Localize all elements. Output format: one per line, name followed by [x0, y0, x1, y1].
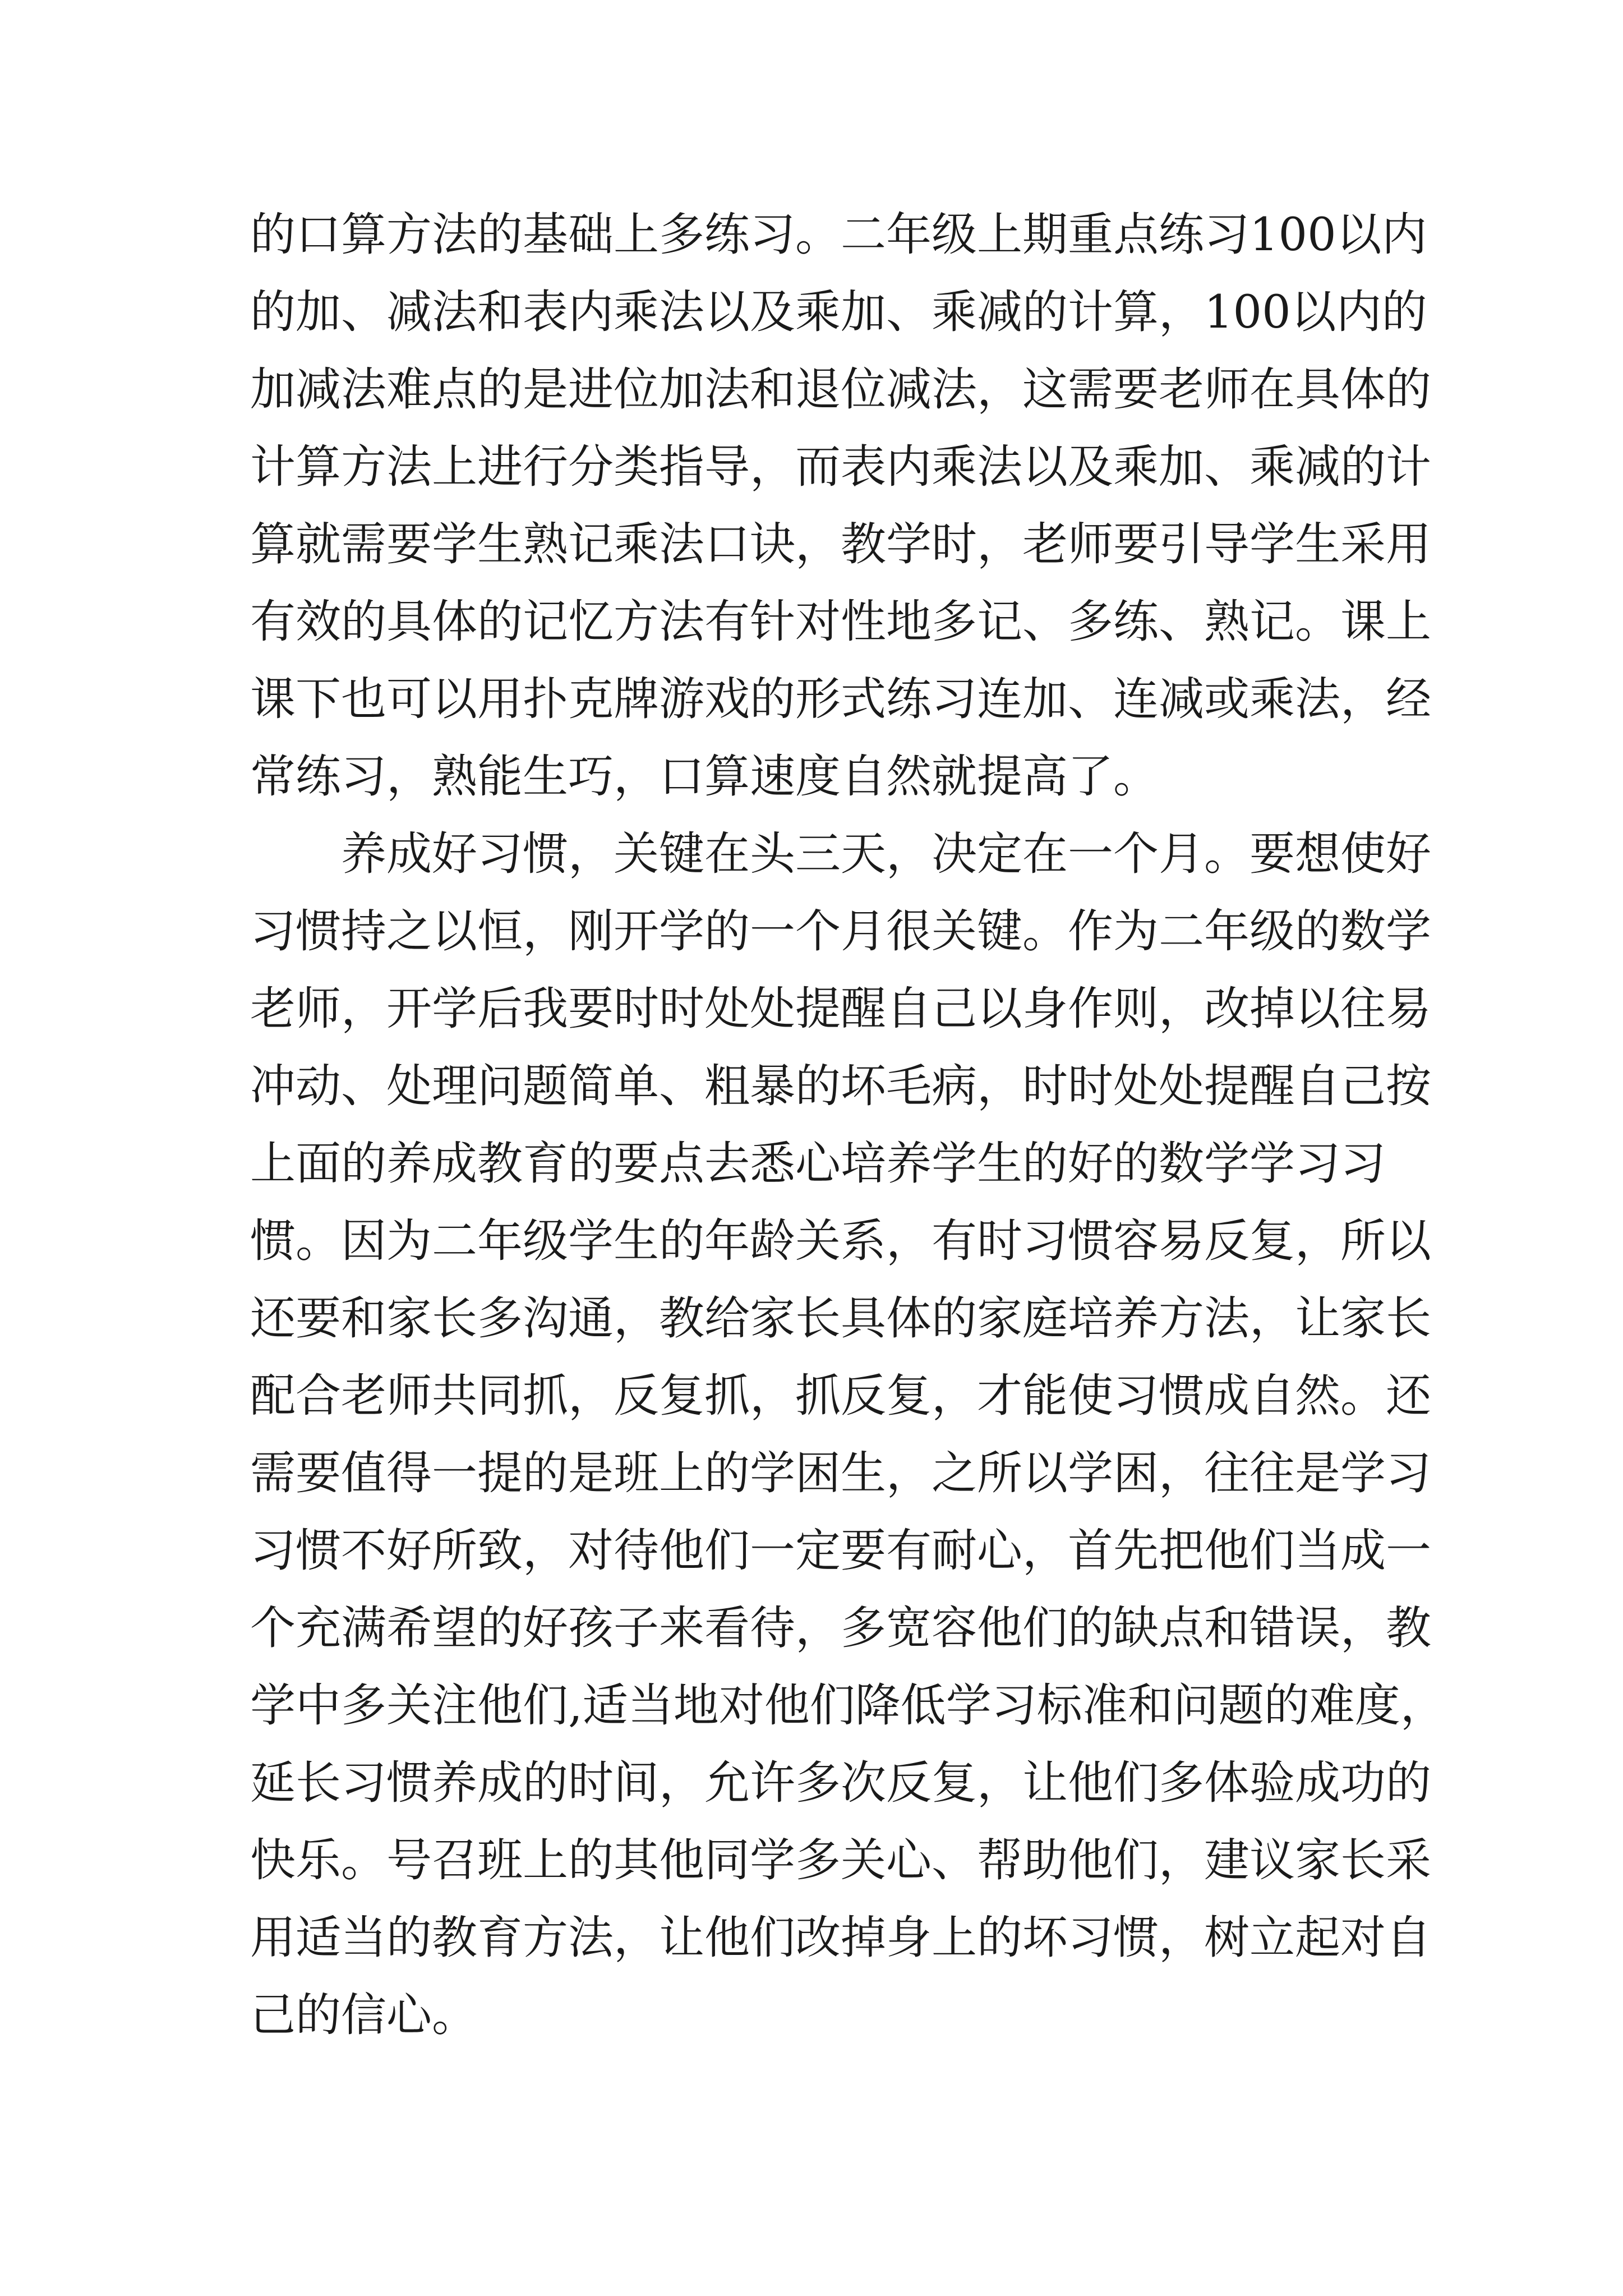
text-line: 快乐。号召班上的其他同学多关心、帮助他们，建议家长采	[250, 1834, 1432, 1887]
text-line: 养成好习惯，关键在头三天，决定在一个月。要想使好	[341, 828, 1432, 881]
text-line: 的口算方法的基础上多练习。二年级上期重点练习100以内	[250, 209, 1427, 261]
text-line: 习惯不好所致，对待他们一定要有耐心，首先把他们当成一	[250, 1525, 1432, 1577]
text-line: 冲动、处理问题简单、粗暴的坏毛病，时时处处提醒自己按	[250, 1060, 1432, 1113]
paragraph-1	[250, 196, 1432, 816]
text-line: 有效的具体的记忆方法有针对性地多记、多练、熟记。课上	[250, 596, 1432, 648]
text-line: 学中多关注他们,适当地对他们降低学习标准和问题的难度，	[250, 1680, 1446, 1732]
text-line: 算就需要学生熟记乘法口诀，教学时，老师要引导学生采用	[250, 518, 1432, 571]
text-line: 延长习惯养成的时间，允许多次反复，让他们多体验成功的	[250, 1757, 1432, 1810]
text-line: 用适当的教育方法，让他们改掉身上的坏习惯，树立起对自	[250, 1912, 1432, 1964]
text-line: 加减法难点的是进位加法和退位减法，这需要老师在具体的	[250, 364, 1432, 416]
body-text	[250, 196, 1446, 2054]
paragraph-2	[250, 816, 1446, 2054]
text-line: 计算方法上进行分类指导，而表内乘法以及乘加、乘减的计	[250, 441, 1432, 494]
text-line: 己的信心。	[250, 1989, 478, 2042]
text-line: 惯。因为二年级学生的年龄关系，有时习惯容易反复，所以	[250, 1215, 1432, 1268]
text-line: 的加、减法和表内乘法以及乘加、乘减的计算，100以内的	[250, 286, 1427, 339]
text-line: 还要和家长多沟通，教给家长具体的家庭培养方法，让家长	[250, 1292, 1432, 1345]
text-line: 老师，开学后我要时时处处提醒自己以身作则，改掉以往易	[250, 983, 1432, 1036]
text-line: 需要值得一提的是班上的学困生，之所以学困，往往是学习	[250, 1447, 1432, 1500]
text-line: 常练习，熟能生巧，口算速度自然就提高了。	[250, 751, 1159, 803]
text-line: 课下也可以用扑克牌游戏的形式练习连加、连减或乘法，经	[250, 673, 1432, 726]
text-line: 习惯持之以恒，刚开学的一个月很关键。作为二年级的数学	[250, 905, 1432, 958]
text-line: 上面的养成教育的要点去悉心培养学生的好的数学学习习	[250, 1138, 1386, 1190]
text-line: 配合老师共同抓，反复抓，抓反复，才能使习惯成自然。还	[250, 1370, 1432, 1423]
text-line: 个充满希望的好孩子来看待，多宽容他们的缺点和错误，教	[250, 1602, 1432, 1655]
